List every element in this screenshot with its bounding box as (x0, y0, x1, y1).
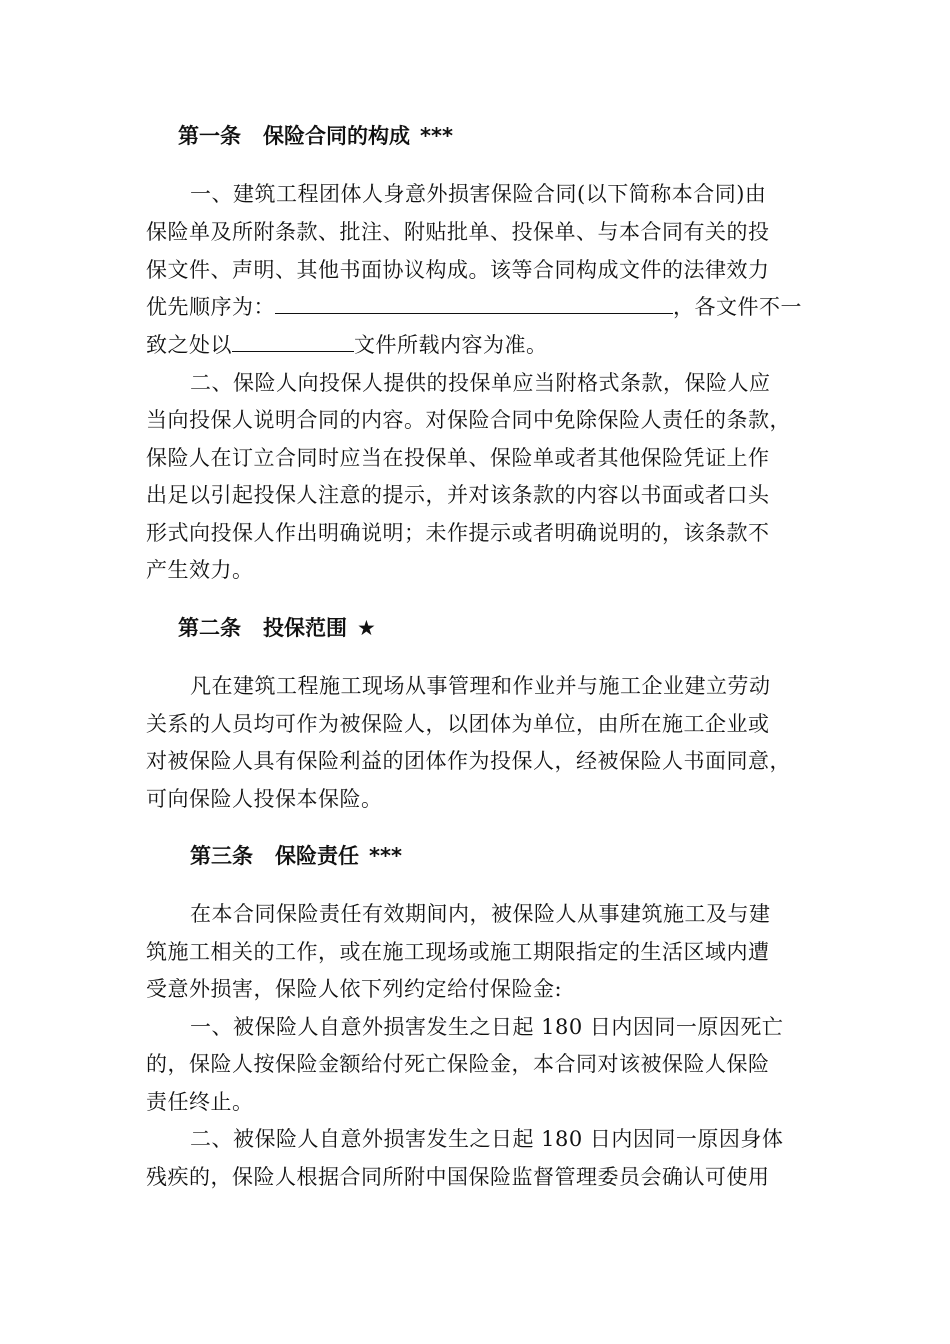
article-2-heading (178, 616, 376, 640)
article-1-line-2: 保险单及所附条款、批注、附贴批单、投保单、与本合同有关的投 (146, 220, 770, 244)
article-1-para2-line-4: 出足以引起投保人注意的提示，并对该条款的内容以书面或者口头 (146, 483, 770, 507)
article-3-line-7: 二、被保险人自意外损害发生之日起 180 日内因同一原因身体 (190, 1127, 784, 1151)
article-3-line-4: 一、被保险人自意外损害发生之日起 180 日内因同一原因死亡 (190, 1015, 784, 1039)
article-3-mark: *** (369, 844, 402, 868)
prevailing-doc-blank[interactable] (232, 331, 354, 352)
article-1-number: 第一条 (178, 124, 241, 148)
article-1-line-1: 一、建筑工程团体人身意外损害保险合同(以下简称本合同)由 (190, 182, 767, 206)
star-icon: ★ (357, 616, 376, 640)
article-3-title: 保险责任 (275, 844, 359, 868)
article-3-line-8: 残疾的，保险人根据合同所附中国保险监督管理委员会确认可使用 (146, 1165, 770, 1189)
article-1-para2-line-2: 当向投保人说明合同的内容。对保险合同中免除保险人责任的条款， (146, 408, 791, 432)
article-3-line-2: 筑施工相关的工作，或在施工现场或施工期限指定的生活区域内遭 (146, 940, 770, 964)
article-1-title: 保险合同的构成 (263, 124, 410, 148)
article-2-line-3: 对被保险人具有保险利益的团体作为投保人，经被保险人书面同意， (146, 749, 791, 773)
article-3-heading (190, 844, 402, 868)
article-3-number: 第三条 (190, 844, 253, 868)
article-1-line-5 (146, 331, 548, 359)
priority-order-label: 优先顺序为： (146, 295, 275, 319)
article-1-para2-line-5: 形式向投保人作出明确说明；未作提示或者明确说明的，该条款不 (146, 521, 770, 545)
article-3-line-5: 的，保险人按保险金额给付死亡保险金，本合同对该被保险人保险 (146, 1052, 770, 1076)
priority-order-blank[interactable] (275, 293, 673, 314)
article-2-line-2: 关系的人员均可作为被保险人，以团体为单位，由所在施工企业或 (146, 712, 770, 736)
priority-order-suffix: ，各文件不一 (673, 295, 802, 319)
article-2-line-4: 可向保险人投保本保险。 (146, 787, 383, 811)
article-2-title: 投保范围 (263, 616, 347, 640)
article-1-heading (178, 124, 453, 148)
prevailing-doc-suffix: 文件所载内容为准。 (354, 333, 548, 357)
article-3-line-6: 责任终止。 (146, 1090, 254, 1114)
article-2-number: 第二条 (178, 616, 241, 640)
prevailing-doc-label: 致之处以 (146, 333, 232, 357)
article-3-line-3: 受意外损害，保险人依下列约定给付保险金: (146, 977, 563, 1001)
article-1-para2-line-1: 二、保险人向投保人提供的投保单应当附格式条款，保险人应 (190, 371, 771, 395)
article-1-mark: *** (420, 124, 453, 148)
article-1-para2-line-3: 保险人在订立合同时应当在投保单、保险单或者其他保险凭证上作 (146, 446, 770, 470)
article-3-line-1: 在本合同保险责任有效期间内，被保险人从事建筑施工及与建 (190, 902, 771, 926)
article-1-para2-line-6: 产生效力。 (146, 558, 254, 582)
article-2-line-1: 凡在建筑工程施工现场从事管理和作业并与施工企业建立劳动 (190, 674, 771, 698)
article-1-line-3: 保文件、声明、其他书面协议构成。该等合同构成文件的法律效力 (146, 258, 770, 282)
article-1-line-4 (146, 293, 802, 321)
